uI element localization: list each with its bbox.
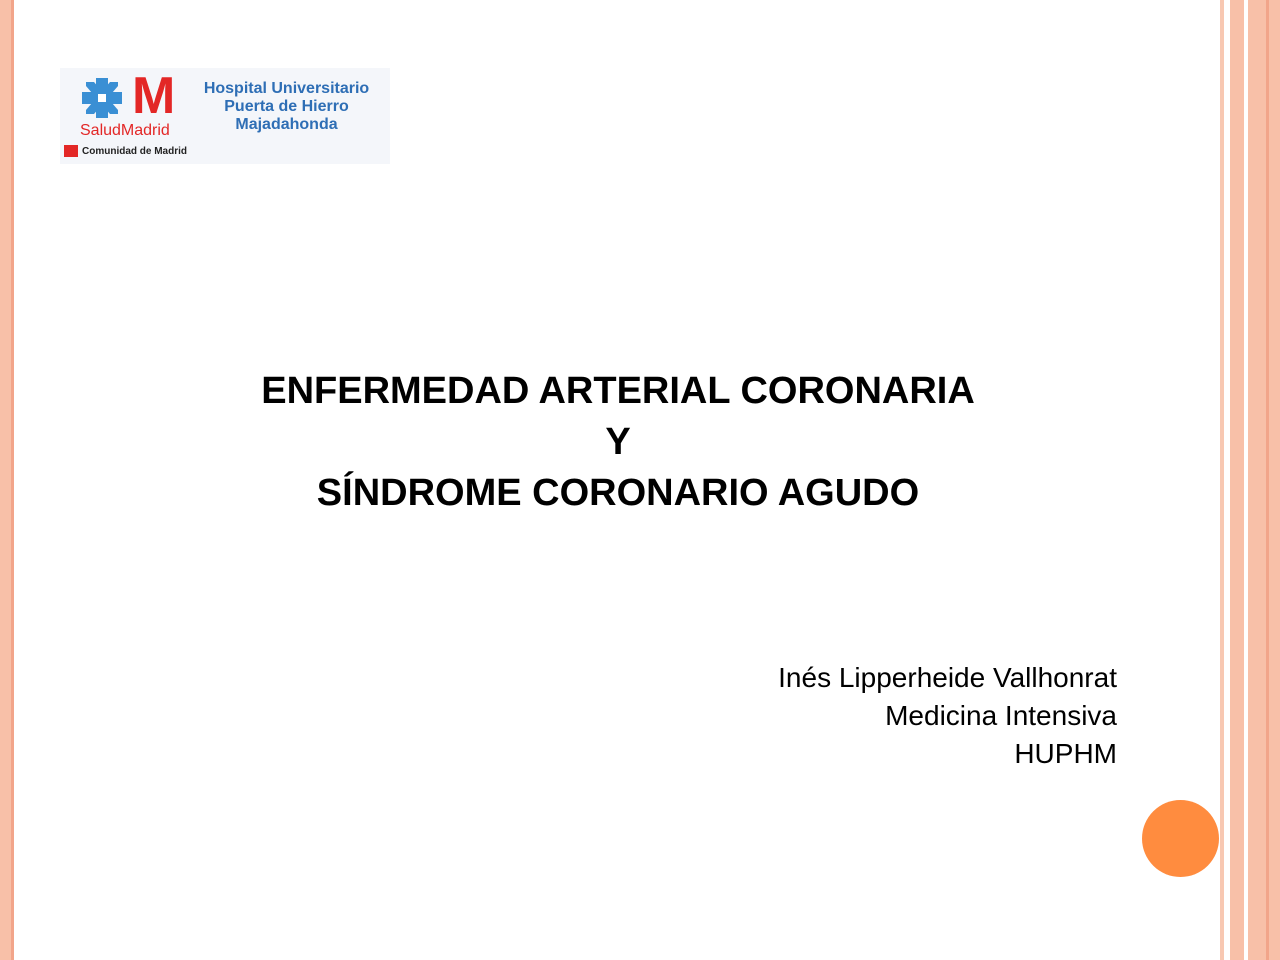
logo-salud-prefix: Salud [80, 122, 121, 139]
decorative-circle [1142, 800, 1219, 877]
logo-hospital-line2: Puerta de Hierro [224, 98, 349, 115]
stripe [1248, 0, 1266, 960]
star-cross-icon [78, 74, 126, 122]
logo-salud-madrid [80, 122, 170, 140]
logo-salud-suffix: Madrid [120, 122, 170, 139]
title-line-2: Y [605, 421, 631, 463]
author-block [778, 659, 1117, 773]
logo-m-letter: M [132, 67, 174, 125]
logo-hospital-line1: Hospital Universitario [203, 80, 370, 97]
logo-community [64, 145, 187, 157]
author-institution: HUPHM [1014, 738, 1117, 769]
author-department: Medicina Intensiva [885, 700, 1117, 731]
logo-hospital-name [184, 80, 389, 134]
hospital-logo [60, 68, 390, 164]
title-line-3: SÍNDROME CORONARIO AGUDO [316, 472, 920, 514]
logo-hospital-line3: Majadahonda [235, 116, 338, 133]
community-flag-icon [64, 145, 78, 157]
stripe [1269, 0, 1280, 960]
logo-community-label: Comunidad de Madrid [82, 145, 187, 157]
title-line-1: ENFERMEDAD ARTERIAL CORONARIA [261, 370, 975, 412]
slide-title [0, 366, 1236, 519]
author-name: Inés Lipperheide Vallhonrat [778, 662, 1117, 693]
